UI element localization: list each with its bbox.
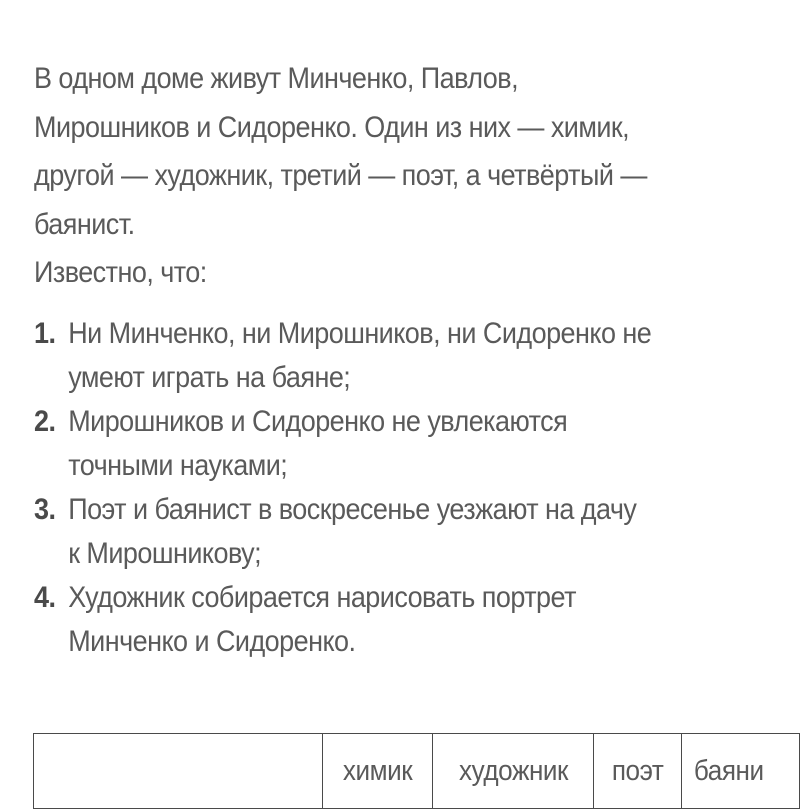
table-header-label: химик (343, 754, 413, 787)
conditions-list (34, 312, 718, 664)
condition-line: к Мирошникову; (68, 537, 262, 570)
condition-line: Художник собирается нарисовать портрет (68, 581, 576, 614)
intro-line: другой — художник, третий — поэт, а четвёртый — (34, 159, 647, 192)
table-header-label: художник (458, 754, 568, 787)
condition-number: 1. (34, 317, 56, 350)
table-header-row (34, 734, 800, 809)
condition-item (34, 400, 718, 488)
table-header-cell (433, 734, 594, 809)
condition-line: точными науками; (68, 449, 288, 482)
table-corner-cell (34, 734, 323, 809)
table-header-cell (682, 734, 800, 809)
condition-item (34, 576, 718, 664)
condition-number: 2. (34, 405, 56, 438)
intro-line: Мирошников и Сидоренко. Один из них — химик, (34, 110, 630, 144)
intro-paragraph (34, 55, 709, 298)
table-header-cell (594, 734, 682, 809)
table-header-cell (323, 734, 433, 809)
condition-line: Минченко и Сидоренко. (68, 625, 356, 658)
table-header-label: поэт (611, 754, 664, 787)
condition-number: 4. (34, 581, 56, 614)
condition-line: Поэт и баянист в воскресенье уезжают на дачу (68, 493, 637, 526)
condition-item (34, 488, 718, 576)
intro-line: баянист. (34, 207, 135, 241)
condition-number: 3. (34, 493, 56, 526)
condition-line: Ни Минченко, ни Мирошников, ни Сидоренко не (68, 317, 652, 350)
logic-grid-table (33, 733, 800, 809)
condition-line: умеют играть на баяне; (68, 361, 351, 394)
intro-line: Известно, что: (34, 256, 207, 289)
intro-line: В одном доме живут Минченко, Павлов, (34, 62, 519, 95)
table-header-label: баяни (693, 754, 764, 787)
condition-item (34, 312, 718, 400)
condition-line: Мирошников и Сидоренко не увлекаются (68, 405, 568, 438)
